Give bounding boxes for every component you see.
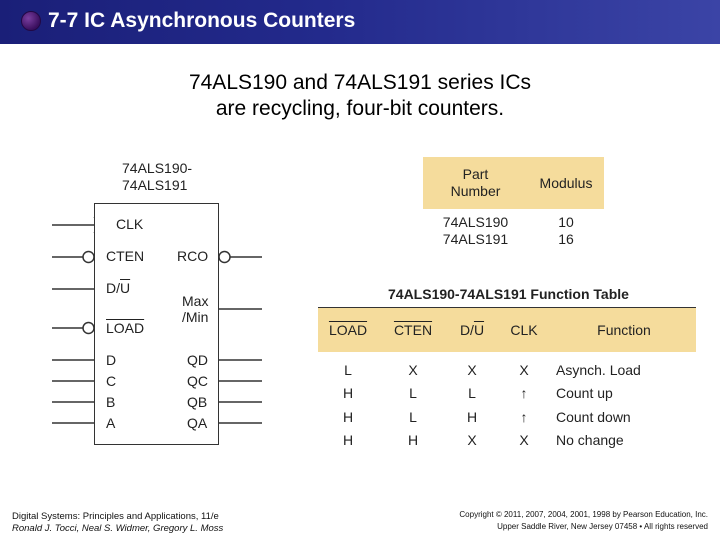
modulus-table	[423, 157, 604, 248]
load-cell: L	[344, 361, 352, 378]
modulus-table-header	[423, 157, 604, 209]
cten-cell: X	[408, 361, 418, 378]
pin-qb: QB	[187, 394, 208, 410]
pin-cten: CTEN	[106, 248, 145, 264]
pin-du: $D/\overline{U}$	[106, 280, 131, 296]
clk-cell: ↑	[520, 385, 528, 402]
du-cell: X	[467, 432, 477, 449]
du-cell: L	[468, 385, 476, 402]
footer-right	[459, 509, 708, 533]
pin-a: A	[106, 415, 116, 431]
load-cell: H	[342, 385, 354, 402]
pin-d: D	[106, 352, 117, 368]
ic-name-line-1: 74ALS190-	[122, 160, 193, 176]
load-bubble-icon	[83, 323, 94, 334]
pin-qc: QC	[187, 373, 208, 389]
footer-left	[12, 511, 223, 535]
subtitle-line-2: are recycling, four-bit counters.	[215, 97, 505, 120]
function-cell: Count down	[556, 408, 631, 425]
footer-rights: Upper Saddle River, New Jersey 07458 • All rights reserved	[497, 522, 708, 531]
load-cell: H	[342, 432, 354, 449]
header-part-number: Part Number	[450, 166, 501, 199]
rco-bubble-icon	[219, 252, 230, 263]
footer-copyright: Copyright © 2011, 2007, 2004, 2001, 1998 by Pearson Education, Inc.	[459, 510, 708, 519]
table-row	[318, 405, 696, 429]
pin-clk: CLK	[116, 216, 144, 232]
pin-qd: QD	[187, 352, 208, 368]
header-du: D/ $\overline{U}$	[459, 322, 485, 338]
header-function: Function	[597, 322, 651, 338]
modulus-cell: 16	[558, 231, 574, 247]
table-row	[318, 358, 696, 382]
function-table	[318, 307, 696, 452]
clk-cell: X	[519, 432, 529, 449]
clk-cell: X	[519, 361, 529, 378]
pin-qa: QA	[187, 415, 208, 431]
du-cell: H	[466, 408, 478, 425]
table-row	[318, 382, 696, 406]
cten-cell: L	[409, 385, 417, 402]
cten-cell: L	[409, 408, 417, 425]
part-cell: 74ALS190	[442, 214, 509, 230]
cten-bubble-icon	[83, 252, 94, 263]
part-cell: 74ALS191	[442, 231, 509, 247]
pin-rco: RCO	[177, 248, 209, 264]
footer-authors: Ronald J. Tocci, Neal S. Widmer, Gregory L. Moss	[12, 523, 224, 534]
pin-max: Max	[182, 293, 209, 309]
function-table-title: 74ALS190-74ALS191 Function Table	[388, 286, 629, 302]
clk-cell: ↑	[520, 408, 528, 425]
cten-cell: H	[407, 432, 419, 449]
pin-min: /Min	[182, 309, 209, 325]
table-row	[423, 214, 604, 231]
header-cten: CTEN	[393, 322, 433, 338]
du-cell: X	[467, 361, 477, 378]
table-row	[423, 231, 604, 248]
header-clk: CLK	[510, 322, 538, 338]
modulus-cell: 10	[558, 214, 574, 230]
ic-name-line-2: 74ALS191	[122, 177, 188, 193]
header-modulus: Modulus	[539, 174, 593, 191]
pin-load: LOAD	[106, 320, 145, 336]
footer-book: Digital Systems: Principles and Applications, 11/e	[12, 511, 219, 522]
function-cell: Asynch. Load	[556, 361, 641, 378]
table-row	[318, 429, 696, 453]
function-table-header	[318, 307, 696, 352]
pin-c: C	[106, 373, 117, 389]
function-cell: Count up	[556, 385, 613, 402]
subtitle-line-1: 74ALS190 and 74ALS191 series ICs	[188, 71, 532, 94]
function-cell: No change	[556, 432, 624, 449]
pin-b: B	[106, 394, 116, 410]
slide-title: 7-7 IC Asynchronous Counters	[48, 9, 356, 32]
load-cell: H	[342, 408, 354, 425]
header-load: LOAD	[328, 322, 368, 338]
